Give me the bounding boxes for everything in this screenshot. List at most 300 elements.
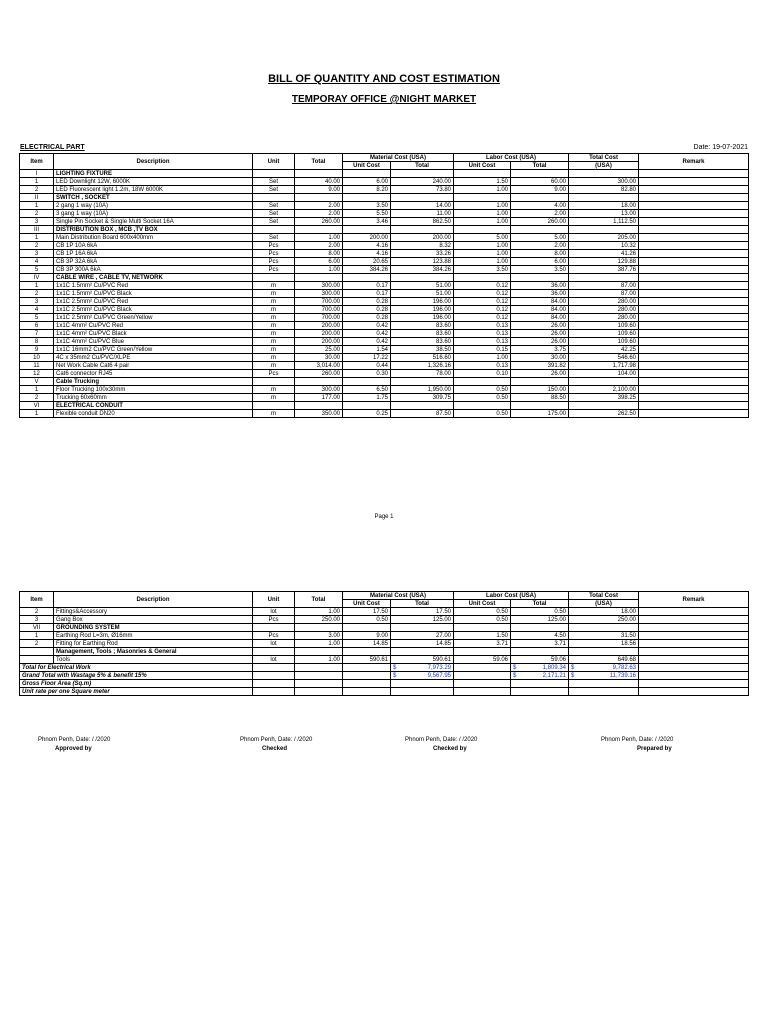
material-total: 11.00 [391,210,454,218]
remark [639,640,749,648]
remark [639,266,749,274]
material-total: 14.00 [391,202,454,210]
labor-total: 26.00 [511,338,569,346]
item-no: 4 [20,306,54,314]
item-no: 1 [20,632,54,640]
table-row [20,410,749,418]
table-row [20,314,749,322]
amount-value: 7,973.29 [427,664,452,671]
labor-total: 88.50 [511,394,569,402]
empty-cell [253,226,295,234]
description: Trucking 60x60mm [54,394,253,402]
material-unit-cost: 0.25 [343,410,391,418]
material-unit-cost: 0.28 [343,298,391,306]
remark [639,338,749,346]
header-labor-total: Total [511,162,569,170]
item-no: 1 [20,386,54,394]
total-cost: 649.68 [569,656,639,664]
header-remark: Remark [639,592,749,608]
item-no: 1 [20,282,54,290]
labor-unit-cost: 3.71 [454,640,511,648]
header-description: Description [54,592,253,608]
material-unit-cost: 4.16 [343,250,391,258]
empty-cell [295,688,343,696]
description: Main Distribution Board 600x400mm [54,234,253,242]
empty-cell [639,378,749,386]
amount-value: 9,782.63 [612,664,637,671]
unit: Pcs [253,266,295,274]
material-total [391,664,454,672]
empty-cell [253,664,295,672]
total-cost: 398.25 [569,394,639,402]
item-no: 12 [20,370,54,378]
signature-checked-by [405,736,477,754]
labor-unit-cost: 0.50 [454,386,511,394]
empty-cell [343,672,391,680]
totals-label: Grand Total with Wastage 5% & benefit 15% [20,672,253,680]
remark [639,298,749,306]
labor-total: 391.82 [511,362,569,370]
group-number: II [20,194,54,202]
material-total: 73.80 [391,186,454,194]
labor-unit-cost: 0.12 [454,314,511,322]
unit: Set [253,234,295,242]
grand-total-cost [569,688,639,696]
total-cost: 280.00 [569,314,639,322]
table-row [20,210,749,218]
material-total: 14.85 [391,640,454,648]
labor-unit-cost: 3.50 [454,266,511,274]
empty-cell [511,274,569,282]
signature-role: Checked [262,746,288,752]
header-material-cost: Material Cost (USA) [343,154,454,162]
group-title: GROUNDING SYSTEM [54,624,253,632]
material-unit-cost: 6.50 [343,386,391,394]
empty-cell [343,624,391,632]
remark [639,672,749,680]
table-row [20,330,749,338]
remark [639,282,749,290]
description: Net Work Cable Cat6 4 pair [54,362,253,370]
table-row [20,346,749,354]
material-unit-cost: 17.50 [343,608,391,616]
material-total: 200.00 [391,234,454,242]
amount-value: 9,567.95 [427,672,452,679]
description: CB 3P 300A 6kA [54,266,253,274]
material-total: 196.00 [391,314,454,322]
remark [639,290,749,298]
description: CB 1P 10A 6kA [54,242,253,250]
labor-unit-cost: 0.12 [454,282,511,290]
empty-cell [295,226,343,234]
description: Cat6 connector RJ45 [54,370,253,378]
quantity: 3.00 [295,632,343,640]
remark [639,608,749,616]
quantity: 1.00 [295,656,343,664]
header-remark: Remark [639,154,749,170]
material-unit-cost: 0.50 [343,616,391,624]
quantity: 40.00 [295,178,343,186]
description: 1x1C 2.5mm² Cu/PVC Green/Yellow [54,314,253,322]
item-no: 2 [20,242,54,250]
total-cost: 2,100.00 [569,386,639,394]
boq-body-page-2 [20,608,749,696]
total-cost: 82.80 [569,186,639,194]
quantity: 200.00 [295,322,343,330]
empty-cell [343,226,391,234]
unit: m [253,314,295,322]
labor-total [511,672,569,680]
totals-row [20,680,749,688]
signature-approved [38,736,110,754]
remark [639,346,749,354]
unit: lot [253,608,295,616]
empty-cell [295,274,343,282]
document-date: Date: 19-07-2021 [693,144,748,151]
group-title: DISTRIBUTION BOX , MCB ,TV BOX [54,226,253,234]
description: Gang Box [54,616,253,624]
quantity: 1.00 [295,266,343,274]
boq-table-page-2 [19,591,749,696]
description: LED Downlight 12W, 6000K [54,178,253,186]
total-cost: 109.60 [569,322,639,330]
table-row [20,656,749,664]
labor-total: 36.00 [511,282,569,290]
empty-cell [391,648,454,656]
amount-value: 2,171.21 [542,672,567,679]
remark [639,632,749,640]
material-unit-cost: 17.22 [343,354,391,362]
labor-unit-cost: 5.00 [454,234,511,242]
header-labor-cost: Labor Cost (USA) [454,154,569,162]
header-total-cost-unit: (USA) [569,162,639,170]
empty-cell [569,378,639,386]
labor-unit-cost: 0.50 [454,394,511,402]
labor-unit-cost: 1.50 [454,178,511,186]
item-no: 3 [20,250,54,258]
item-no: 3 [20,298,54,306]
table-row [20,250,749,258]
empty-cell [454,648,511,656]
empty-cell [511,170,569,178]
header-material-total: Total [391,600,454,608]
empty-cell [639,624,749,632]
labor-total: 2.00 [511,242,569,250]
material-total: 516.60 [391,354,454,362]
empty-cell [391,194,454,202]
item-no: 1 [20,234,54,242]
document-subtitle: TEMPORAY OFFICE @NIGHT MARKET [291,94,477,105]
empty-cell [569,624,639,632]
quantity: 8.00 [295,250,343,258]
labor-total [511,680,569,688]
labor-total: 125.00 [511,616,569,624]
empty-cell [295,194,343,202]
totals-row [20,672,749,680]
remark [639,362,749,370]
labor-total: 3.71 [511,640,569,648]
empty-cell [454,226,511,234]
description: 4C x 35mm2 Cu/PVC/XLPE [54,354,253,362]
material-total: 240.00 [391,178,454,186]
unit: m [253,346,295,354]
totals-label: Gross Floor Area (Sq.m) [20,680,253,688]
description: 1x1C 1.5mm² Cu/PVC Black [54,290,253,298]
remark [639,386,749,394]
header-material-unit-cost: Unit Cost [343,600,391,608]
item-no: 1 [20,178,54,186]
labor-unit-cost: 0.13 [454,330,511,338]
empty-cell [511,194,569,202]
remark [639,306,749,314]
group-number [20,648,54,656]
empty-cell [391,378,454,386]
empty-cell [454,624,511,632]
table-row [20,338,749,346]
unit: m [253,290,295,298]
material-unit-cost: 384.26 [343,266,391,274]
labor-unit-cost: 0.12 [454,306,511,314]
empty-cell [343,378,391,386]
total-cost: 1,112.50 [569,218,639,226]
group-header-row [20,402,749,410]
unit: m [253,330,295,338]
labor-unit-cost: 1.50 [454,632,511,640]
empty-cell [343,648,391,656]
quantity: 300.00 [295,282,343,290]
empty-cell [295,624,343,632]
currency-symbol: $ [513,664,517,671]
material-unit-cost: 0.44 [343,362,391,370]
description: Earthing Rod L=3m, Ø16mm [54,632,253,640]
header-total-quantity: Total [295,592,343,608]
header-material-cost: Material Cost (USA) [343,592,454,600]
table-row [20,386,749,394]
signature-line: Phnom Penh, Date: / /2020 [240,737,313,743]
description: 1x1C 2.5mm² Cu/PVC Black [54,306,253,314]
description: Flexible conduit DN20 [54,410,253,418]
labor-total: 5.00 [511,234,569,242]
empty-cell [343,688,391,696]
table-row [20,640,749,648]
quantity: 700.00 [295,314,343,322]
unit: m [253,394,295,402]
empty-cell [639,194,749,202]
material-total: 384.26 [391,266,454,274]
total-cost: 280.00 [569,298,639,306]
labor-total: 150.00 [511,386,569,394]
quantity: 2.00 [295,202,343,210]
item-no: 8 [20,338,54,346]
header-total-cost-unit: (USA) [569,600,639,608]
unit: Set [253,178,295,186]
remark [639,616,749,624]
empty-cell [343,194,391,202]
group-number: VI [20,402,54,410]
unit: Pcs [253,616,295,624]
table-row [20,362,749,370]
labor-total: 6.00 [511,258,569,266]
material-total [391,680,454,688]
header-total-cost: Total Cost [569,592,639,600]
labor-unit-cost: 0.50 [454,616,511,624]
description: 1x1C 16mm2 Cu/PVC Green/Yellow [54,346,253,354]
labor-total: 30.00 [511,354,569,362]
labor-unit-cost: 0.12 [454,298,511,306]
quantity: 700.00 [295,306,343,314]
labor-total: 2.00 [511,210,569,218]
material-unit-cost: 200.00 [343,234,391,242]
boq-table-page-1 [19,153,749,418]
labor-unit-cost: 1.00 [454,250,511,258]
table-row [20,394,749,402]
empty-cell [343,170,391,178]
labor-total: 9.00 [511,186,569,194]
header-labor-cost: Labor Cost (USA) [454,592,569,600]
total-cost: 31.50 [569,632,639,640]
material-total [391,688,454,696]
group-header-row [20,170,749,178]
empty-cell [343,680,391,688]
material-total: 1,326.16 [391,362,454,370]
table-row [20,282,749,290]
group-header-row [20,194,749,202]
item-no [20,656,54,664]
quantity: 300.00 [295,290,343,298]
labor-total: 84.00 [511,306,569,314]
item-no: 2 [20,640,54,648]
unit: lot [253,640,295,648]
group-number: VII [20,624,54,632]
total-cost: 387.76 [569,266,639,274]
empty-cell [639,170,749,178]
table-row [20,370,749,378]
labor-unit-cost: 0.15 [454,346,511,354]
description: LED Fluorescent light 1.2m, 18W 6000K [54,186,253,194]
total-cost: 546.60 [569,354,639,362]
empty-cell [253,648,295,656]
empty-cell [343,274,391,282]
total-cost: 13.00 [569,210,639,218]
quantity: 250.00 [295,616,343,624]
total-cost: 262.50 [569,410,639,418]
material-total: 78.00 [391,370,454,378]
group-header-row [20,648,749,656]
empty-cell [639,648,749,656]
description: 3 gang 1 way (10A) [54,210,253,218]
description: 1x1C 1.5mm² Cu/PVC Red [54,282,253,290]
total-cost: 109.60 [569,330,639,338]
signature-role: Checked by [433,746,467,752]
description: Single Pin Socket & Single Multi Socket 16A [54,218,253,226]
material-unit-cost: 5.50 [343,210,391,218]
quantity: 1.00 [295,640,343,648]
material-unit-cost: 0.42 [343,330,391,338]
boq-body-page-1 [20,170,749,418]
empty-cell [639,402,749,410]
quantity: 200.00 [295,330,343,338]
group-number: IV [20,274,54,282]
total-cost: 129.88 [569,258,639,266]
empty-cell [454,664,511,672]
quantity: 350.00 [295,410,343,418]
labor-total: 36.00 [511,290,569,298]
table-row [20,616,749,624]
empty-cell [569,402,639,410]
item-no: 7 [20,330,54,338]
quantity: 2.00 [295,210,343,218]
empty-cell [253,672,295,680]
material-unit-cost: 0.30 [343,370,391,378]
item-no: 2 [20,290,54,298]
table-row [20,632,749,640]
labor-total: 3.75 [511,346,569,354]
table-row [20,306,749,314]
unit: m [253,338,295,346]
labor-unit-cost: 0.13 [454,338,511,346]
material-total: 87.50 [391,410,454,418]
remark [639,354,749,362]
labor-total: 59.06 [511,656,569,664]
unit: Pcs [253,242,295,250]
currency-symbol: $ [513,672,517,679]
totals-row [20,664,749,672]
empty-cell [454,402,511,410]
amount-value: 1,809.34 [542,664,567,671]
header-material-unit-cost: Unit Cost [343,162,391,170]
material-total: 123.88 [391,258,454,266]
item-no: 11 [20,362,54,370]
item-no: 2 [20,210,54,218]
empty-cell [511,226,569,234]
quantity: 9.00 [295,186,343,194]
empty-cell [253,624,295,632]
total-cost: 104.00 [569,370,639,378]
item-no: 5 [20,266,54,274]
table-row [20,322,749,330]
material-total: 27.00 [391,632,454,640]
quantity: 260.00 [295,370,343,378]
empty-cell [253,688,295,696]
quantity: 177.00 [295,394,343,402]
material-unit-cost: 1.75 [343,394,391,402]
labor-unit-cost: 59.06 [454,656,511,664]
empty-cell [569,274,639,282]
labor-total: 26.00 [511,370,569,378]
empty-cell [343,664,391,672]
group-title: Management, Tools ; Masonries & General [54,648,253,656]
total-cost: 18.56 [569,640,639,648]
labor-total: 260.00 [511,218,569,226]
labor-total: 0.50 [511,608,569,616]
empty-cell [253,170,295,178]
labor-total: 84.00 [511,298,569,306]
item-no: 10 [20,354,54,362]
remark [639,202,749,210]
unit: Pcs [253,632,295,640]
quantity: 300.00 [295,386,343,394]
labor-unit-cost: 0.13 [454,322,511,330]
material-unit-cost: 14.85 [343,640,391,648]
item-no: 1 [20,202,54,210]
empty-cell [391,170,454,178]
section-label: ELECTRICAL PART [20,144,85,151]
total-cost: 18.00 [569,608,639,616]
empty-cell [454,672,511,680]
grand-total-cost [569,672,639,680]
quantity: 25.00 [295,346,343,354]
item-no: 6 [20,322,54,330]
